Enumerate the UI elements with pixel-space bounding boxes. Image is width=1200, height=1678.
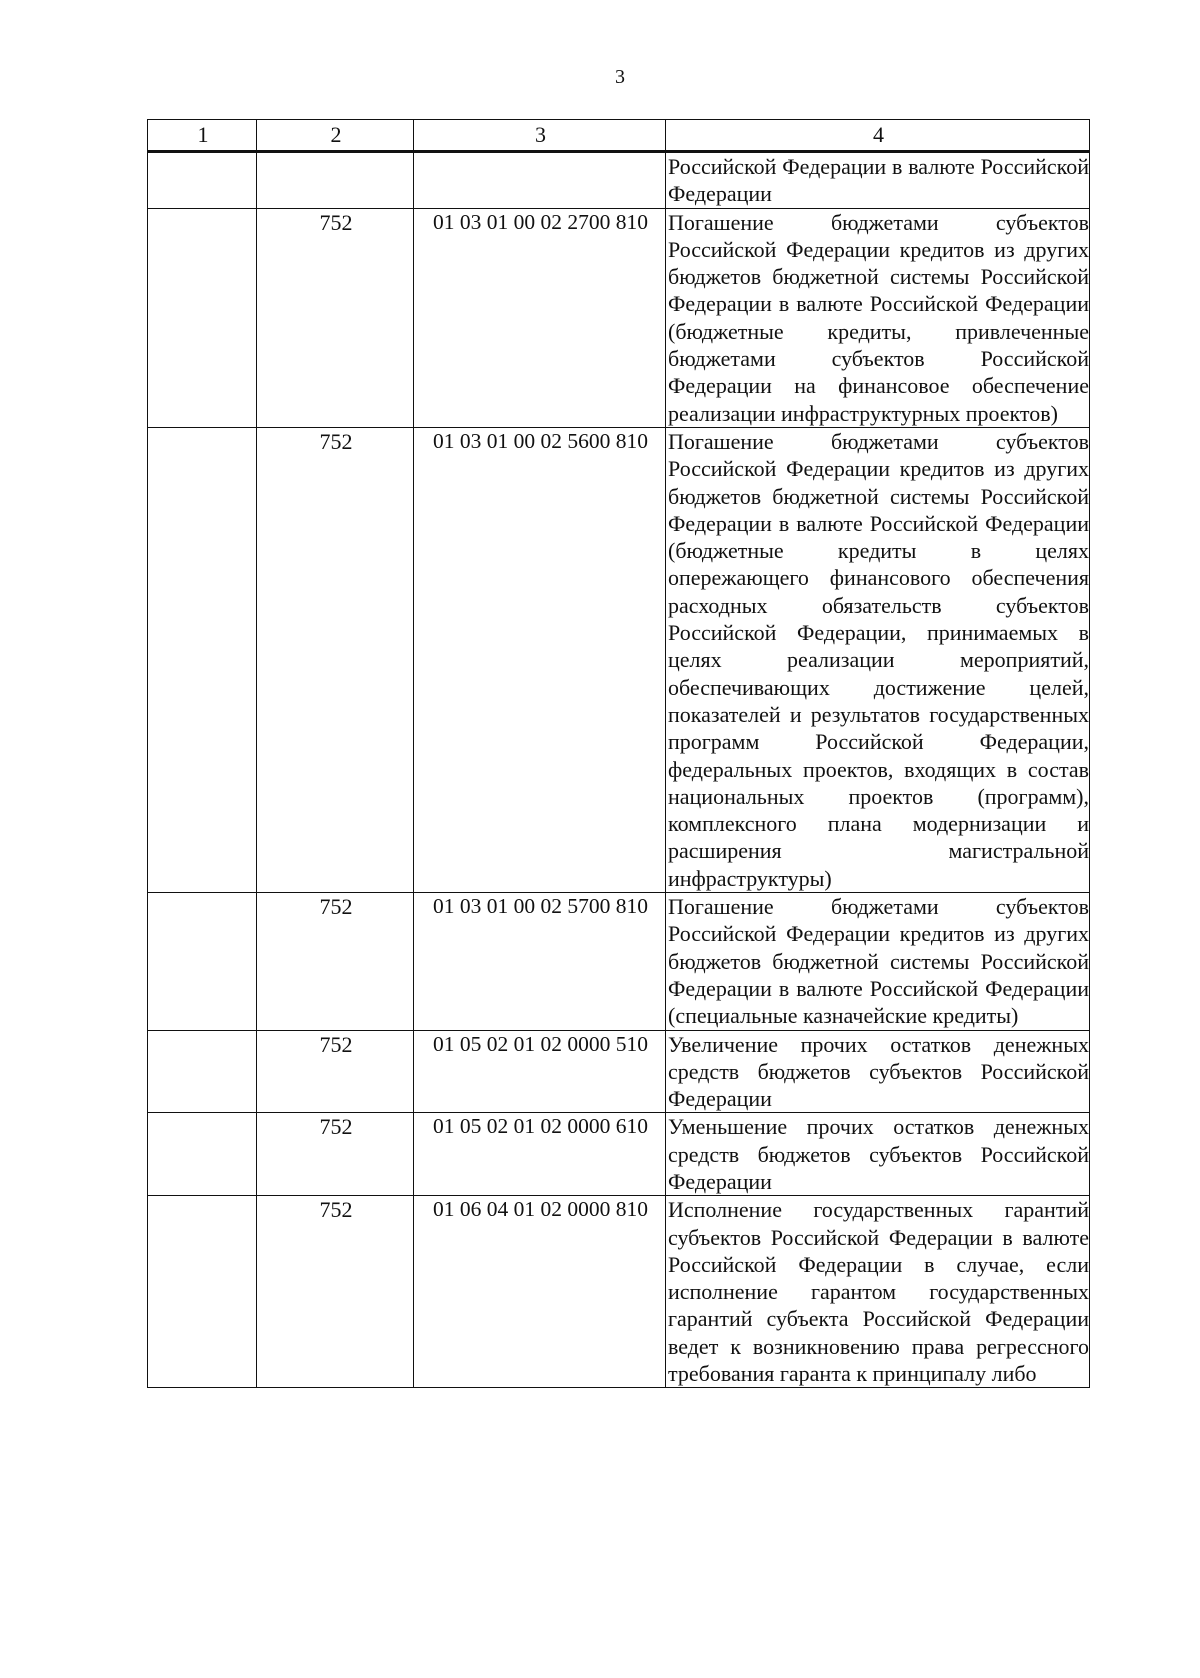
cell-budget-code: 01 03 01 00 02 2700 810 <box>414 208 666 427</box>
cell-budget-code <box>414 152 666 209</box>
cell-budget-code: 01 06 04 01 02 0000 810 <box>414 1196 666 1388</box>
column-header-2: 2 <box>257 120 414 152</box>
cell-col1 <box>148 1196 257 1388</box>
cell-admin-code: 752 <box>257 1196 414 1388</box>
table-row <box>148 152 1090 209</box>
cell-col1 <box>148 1113 257 1196</box>
table-row <box>148 427 1090 892</box>
cell-description: Исполнение государственных гарантий субъектов Российской Федерации в валюте Российской Федерации в случае, если исполнение гарантом государственных гарантий субъекта Российской Федерации ведет к возникновению права регрессного требования гаранта к принципалу либо <box>666 1196 1090 1388</box>
cell-description: Увеличение прочих остатков денежных средств бюджетов субъектов Российской Федерации <box>666 1030 1090 1113</box>
column-header-1: 1 <box>148 120 257 152</box>
cell-col1 <box>148 427 257 892</box>
page-number: 3 <box>615 66 625 88</box>
cell-description: Погашение бюджетами субъектов Российской Федерации кредитов из других бюджетов бюджетной системы Российской Федерации в валюте Российской Федерации (специальные казначейские кредиты) <box>666 893 1090 1030</box>
cell-admin-code: 752 <box>257 893 414 1030</box>
column-header-3: 3 <box>414 120 666 152</box>
cell-description: Российской Федерации в валюте Российской Федерации <box>666 152 1090 209</box>
cell-admin-code: 752 <box>257 1030 414 1113</box>
table-row <box>148 893 1090 1030</box>
budget-code-table <box>147 119 1090 1388</box>
cell-budget-code: 01 05 02 01 02 0000 610 <box>414 1113 666 1196</box>
cell-description: Погашение бюджетами субъектов Российской Федерации кредитов из других бюджетов бюджетной системы Российской Федерации в валюте Российской Федерации (бюджетные кредиты, привлеченные бюджетами субъектов Российской Федерации на финансовое обеспечение реализации инфраструктурных проектов) <box>666 208 1090 427</box>
table-row <box>148 208 1090 427</box>
cell-col1 <box>148 893 257 1030</box>
table-row <box>148 1030 1090 1113</box>
cell-admin-code: 752 <box>257 1113 414 1196</box>
cell-admin-code: 752 <box>257 208 414 427</box>
cell-budget-code: 01 05 02 01 02 0000 510 <box>414 1030 666 1113</box>
cell-col1 <box>148 1030 257 1113</box>
cell-col1 <box>148 208 257 427</box>
cell-description: Погашение бюджетами субъектов Российской Федерации кредитов из других бюджетов бюджетной системы Российской Федерации в валюте Российской Федерации (бюджетные кредиты в целях опережающего финансового обеспечения расходных обязательств субъектов Российской Федерации, принимаемых в целях реализации мероприятий, обеспечивающих достижение целей, показателей и результатов государственных программ Российской Федерации, федеральных проектов, входящих в состав национальных проектов (программ), комплексного плана модернизации и расширения магистральной инфраструктуры) <box>666 427 1090 892</box>
cell-col1 <box>148 152 257 209</box>
table-header-row <box>148 120 1090 152</box>
table-row <box>148 1196 1090 1388</box>
cell-admin-code <box>257 152 414 209</box>
cell-budget-code: 01 03 01 00 02 5600 810 <box>414 427 666 892</box>
table-row <box>148 1113 1090 1196</box>
cell-admin-code: 752 <box>257 427 414 892</box>
column-header-4: 4 <box>666 120 1090 152</box>
cell-budget-code: 01 03 01 00 02 5700 810 <box>414 893 666 1030</box>
cell-description: Уменьшение прочих остатков денежных средств бюджетов субъектов Российской Федерации <box>666 1113 1090 1196</box>
